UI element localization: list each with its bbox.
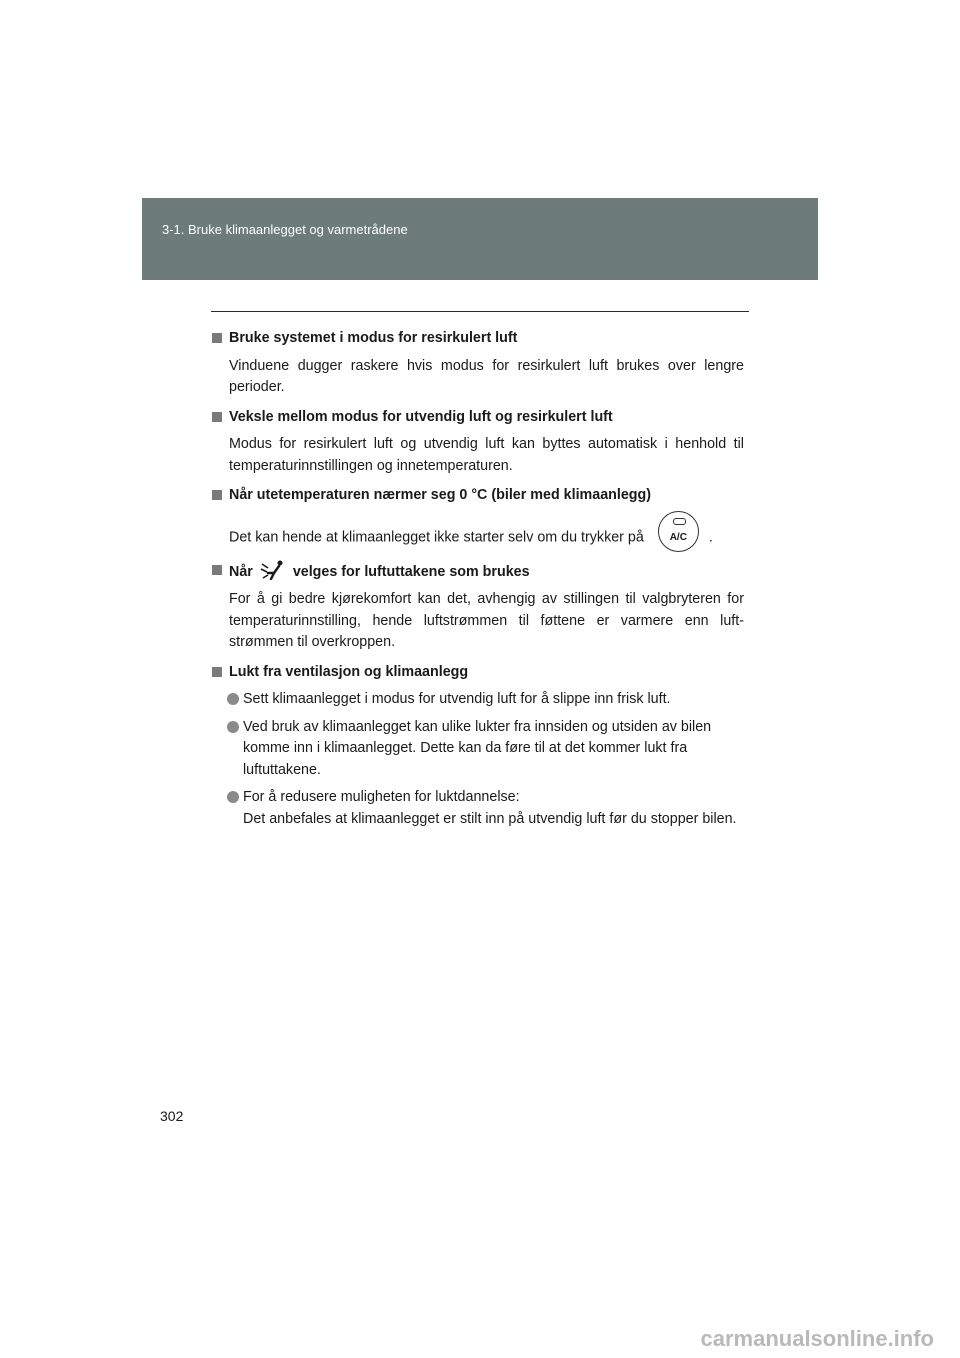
heading-outlet-mode: Når velges for luftuttakene som brukes bbox=[212, 560, 744, 584]
ac-button-icon: A/C bbox=[658, 511, 699, 552]
round-bullet-icon bbox=[227, 721, 239, 733]
paragraph: Det kan hende at klimaanlegget ikke starter selv om du trykker på A/C . bbox=[212, 523, 744, 552]
list-item: Sett klimaanlegget i modus for utvendig luft for å slippe inn frisk luft. bbox=[212, 689, 744, 711]
round-bullet-icon bbox=[227, 791, 239, 803]
air-outlet-mode-icon bbox=[260, 560, 286, 580]
paragraph: Modus for resirkulert luft og utvendig luft kan byttes automatisk i henhold til temperaturinnstillingen og innetemperaturen. bbox=[229, 436, 744, 474]
section-header-band bbox=[142, 198, 818, 280]
content bbox=[212, 328, 744, 830]
paragraph: For å gi bedre kjørekomfort kan det, avhengig av stillingen til valgbryteren for temperaturinnstilling, hende luftstrømmen til føttene er varmere enn luft-strømmen til overkroppen. bbox=[229, 591, 744, 650]
square-bullet-icon bbox=[212, 667, 222, 677]
heading-outside-temp: Når utetemperaturen nærmer seg 0 °C (biler med klimaanlegg) bbox=[212, 485, 744, 507]
list-item: Ved bruk av klimaanlegget kan ulike lukter fra innsiden og utsiden av bilen komme inn i klimaanlegget. Dette kan da føre til at det kommer lukt fra luftuttakene. bbox=[212, 717, 744, 782]
page-number: 302 bbox=[160, 1108, 184, 1124]
heading-recirculated-mode: Bruke systemet i modus for resirkulert luft bbox=[212, 328, 744, 350]
square-bullet-icon bbox=[212, 412, 222, 422]
paragraph: Vinduene dugger raskere hvis modus for resirkulert luft brukes over lengre perioder. bbox=[229, 357, 744, 395]
round-bullet-icon bbox=[227, 693, 239, 705]
list-item: For å redusere muligheten for luktdannelse: Det anbefales at klimaanlegget er stilt inn på utvendig luft før du stopper bilen. bbox=[212, 787, 744, 830]
watermark: carmanualsonline.info bbox=[700, 1326, 934, 1351]
square-bullet-icon bbox=[212, 565, 222, 575]
heading-odor: Lukt fra ventilasjon og klimaanlegg bbox=[212, 662, 744, 684]
square-bullet-icon bbox=[212, 490, 222, 500]
square-bullet-icon bbox=[212, 333, 222, 343]
section-title: 3-1. Bruke klimaanlegget og varmetrådene bbox=[162, 222, 408, 237]
divider bbox=[211, 311, 749, 312]
heading-switch-mode: Veksle mellom modus for utvendig luft og resirkulert luft bbox=[212, 407, 744, 429]
